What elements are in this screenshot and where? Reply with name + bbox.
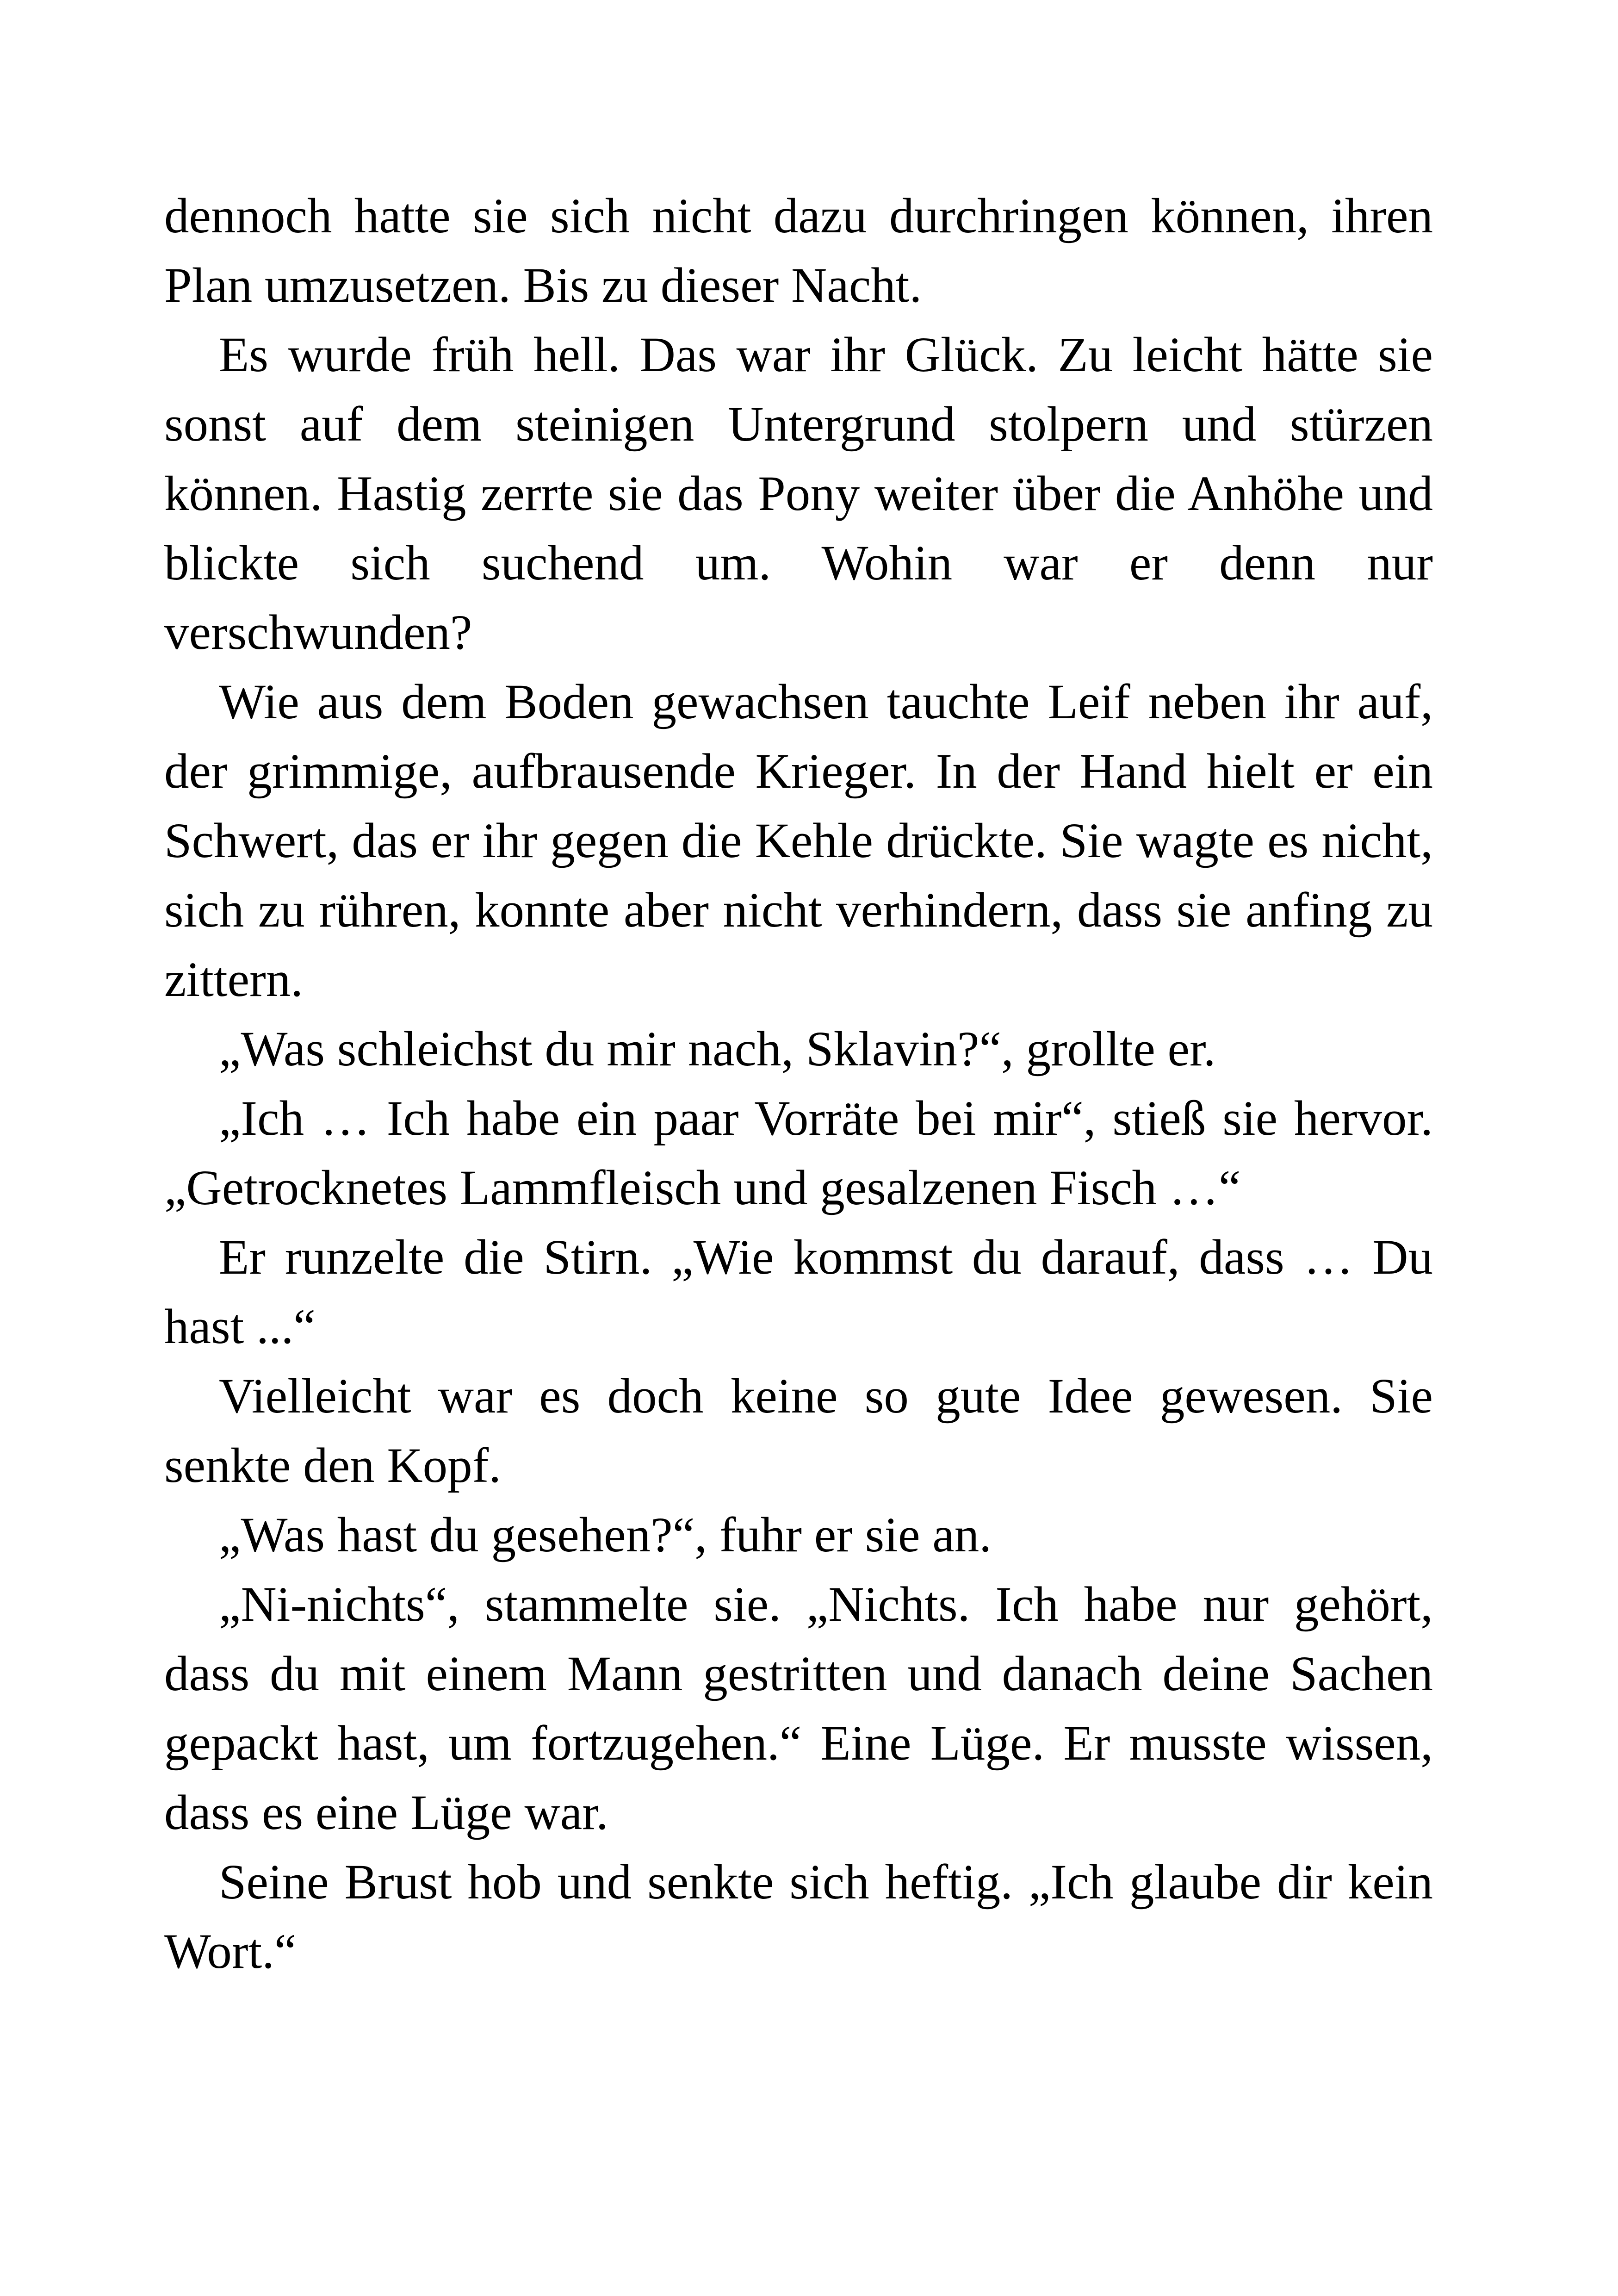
paragraph-4: „Was schleichst du mir nach, Sklavin?“, grollte er. (219, 1022, 1216, 1076)
body-text (164, 181, 1433, 1986)
paragraph-3: Wie aus dem Boden gewachsen tauchte Leif neben ihr auf, der grimmige, aufbrausende Krieger. In der Hand hielt er ein Schwert, das er ihr gegen die Kehle drückte. Sie wagte es nicht, sich zu rühren, konnte aber nicht verhindern, dass sie anfing zu zittern. (164, 675, 1433, 1007)
paragraph-5: „Ich … Ich habe ein paar Vorräte bei mir“, stieß sie hervor. „Getrocknetes Lammfleisch und gesalzenen Fisch …“ (164, 1091, 1433, 1215)
paragraph-2: Es wurde früh hell. Das war ihr Glück. Zu leicht hätte sie sonst auf dem steinigen Untergrund stolpern und stürzen können. Hastig zerrte sie das Pony weiter über die Anhöhe und blickte sich suchend um. Wohin war er denn nur verschwunden? (164, 328, 1433, 660)
paragraph-6: Er runzelte die Stirn. „Wie kommst du darauf, dass … Du hast ...“ (164, 1230, 1433, 1354)
paragraph-7: Vielleicht war es doch keine so gute Idee gewesen. Sie senkte den Kopf. (164, 1369, 1433, 1493)
paragraph-8: „Was hast du gesehen?“, fuhr er sie an. (219, 1508, 992, 1562)
paragraph-10: Seine Brust hob und senkte sich heftig. „Ich glaube dir kein Wort.“ (164, 1855, 1433, 1979)
paragraph-1: dennoch hatte sie sich nicht dazu durchringen können, ihren Plan umzusetzen. Bis zu dieser Nacht. (164, 189, 1433, 313)
paragraph-9: „Ni-nichts“, stammelte sie. „Nichts. Ich habe nur gehört, dass du mit einem Mann gestritten und danach deine Sachen gepackt hast, um fortzugehen.“ Eine Lüge. Er musste wissen, dass es eine Lüge war. (164, 1577, 1433, 1840)
